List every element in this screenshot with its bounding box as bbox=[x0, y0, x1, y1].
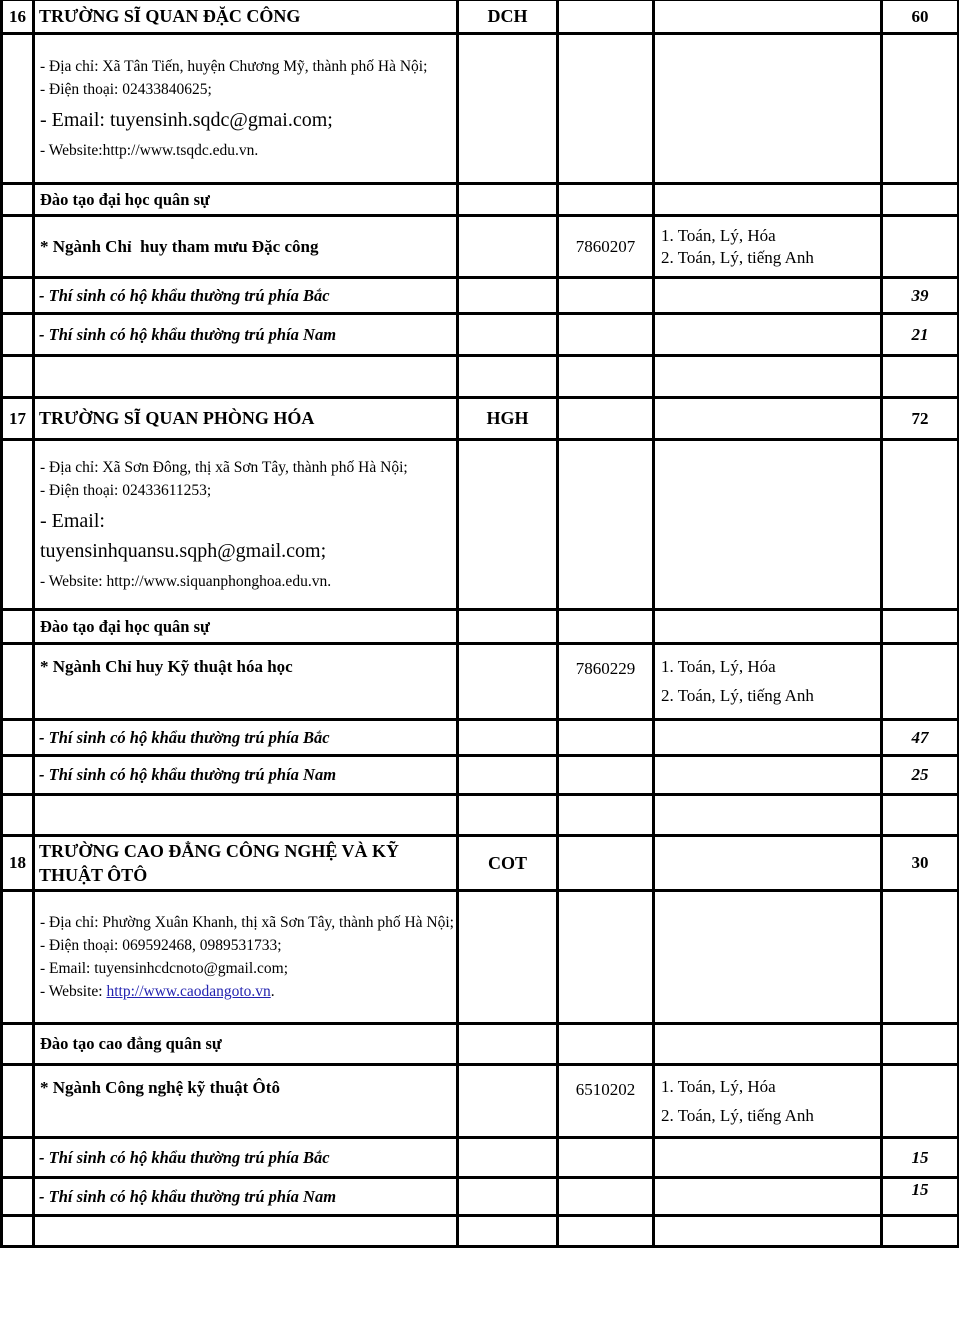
region-south-quota: 15 bbox=[882, 1178, 959, 1216]
region-north-label: - Thí sinh có hộ khẩu thường trú phía Bắc bbox=[34, 720, 458, 756]
subject-combos bbox=[654, 216, 882, 278]
empty-cell bbox=[558, 356, 654, 398]
empty-cell bbox=[2, 1216, 34, 1247]
phone-line: - Điện thoại: 02433840625; bbox=[40, 80, 212, 98]
empty-cell bbox=[654, 836, 882, 891]
empty-cell bbox=[458, 356, 558, 398]
region-south-label: - Thí sinh có hộ khẩu thường trú phía Nam bbox=[34, 314, 458, 356]
empty-cell bbox=[458, 610, 558, 644]
major-name: * Ngành Chỉ huy tham mưu Đặc công bbox=[34, 216, 458, 278]
empty-cell bbox=[558, 440, 654, 610]
empty-cell bbox=[2, 356, 34, 398]
empty-cell bbox=[458, 1024, 558, 1065]
empty-cell bbox=[654, 1138, 882, 1178]
region-north-quota: 39 bbox=[882, 278, 959, 314]
phone-line: - Điện thoại: 02433611253; bbox=[40, 481, 212, 499]
region-north-row bbox=[2, 1138, 959, 1178]
empty-cell bbox=[654, 720, 882, 756]
empty-cell bbox=[2, 1065, 34, 1138]
empty-cell bbox=[558, 836, 654, 891]
empty-cell bbox=[2, 610, 34, 644]
program-row bbox=[2, 610, 959, 644]
total-quota: 30 bbox=[882, 836, 959, 891]
empty-cell bbox=[882, 1024, 959, 1065]
total-quota: 60 bbox=[882, 1, 959, 34]
region-south-row bbox=[2, 756, 959, 795]
spacer-row bbox=[2, 1216, 959, 1247]
program-row bbox=[2, 184, 959, 216]
empty-cell bbox=[882, 356, 959, 398]
subject-combos bbox=[654, 644, 882, 720]
major-row bbox=[2, 1065, 959, 1138]
empty-cell bbox=[458, 756, 558, 795]
region-north-quota: 15 bbox=[882, 1138, 959, 1178]
empty-cell bbox=[558, 34, 654, 184]
total-quota: 72 bbox=[882, 398, 959, 440]
empty-cell bbox=[2, 34, 34, 184]
region-north-row bbox=[2, 278, 959, 314]
contact-row bbox=[2, 891, 959, 1024]
empty-cell bbox=[558, 610, 654, 644]
program-row bbox=[2, 1024, 959, 1065]
program-label: Đào tạo đại học quân sự bbox=[34, 184, 458, 216]
subject-combo-2: 2. Toán, Lý, tiếng Anh bbox=[661, 247, 814, 267]
contact-info bbox=[34, 440, 458, 610]
empty-cell bbox=[558, 1138, 654, 1178]
website-line: - Website:http://www.tsqdc.edu.vn. bbox=[40, 142, 259, 160]
school-code: COT bbox=[458, 836, 558, 891]
address-line: - Địa chỉ: Xã Tân Tiến, huyện Chương Mỹ, thành phố Hà Nội; bbox=[40, 57, 428, 75]
empty-cell bbox=[2, 278, 34, 314]
empty-cell bbox=[34, 795, 458, 836]
empty-cell bbox=[882, 1065, 959, 1138]
empty-cell bbox=[2, 440, 34, 610]
empty-cell bbox=[882, 795, 959, 836]
empty-cell bbox=[458, 1216, 558, 1247]
empty-cell bbox=[654, 610, 882, 644]
subject-combo-2: 2. Toán, Lý, tiếng Anh bbox=[661, 1105, 814, 1125]
empty-cell bbox=[458, 184, 558, 216]
empty-cell bbox=[654, 795, 882, 836]
major-code: 7860207 bbox=[558, 216, 654, 278]
major-row bbox=[2, 644, 959, 720]
email-label-line: - Email: bbox=[40, 510, 105, 533]
major-name: * Ngành Chỉ huy Kỹ thuật hóa học bbox=[34, 644, 458, 720]
program-label: Đào tạo cao đẳng quân sự bbox=[34, 1024, 458, 1065]
contact-info bbox=[34, 34, 458, 184]
school-number: 17 bbox=[2, 398, 34, 440]
empty-cell bbox=[654, 440, 882, 610]
empty-cell bbox=[558, 1024, 654, 1065]
empty-cell bbox=[2, 891, 34, 1024]
empty-cell bbox=[458, 720, 558, 756]
empty-cell bbox=[882, 644, 959, 720]
school-name: TRƯỜNG CAO ĐẲNG CÔNG NGHỆ VÀ KỸ THUẬT ÔTÔ bbox=[34, 836, 458, 891]
empty-cell bbox=[882, 216, 959, 278]
empty-cell bbox=[2, 795, 34, 836]
empty-cell bbox=[558, 1, 654, 34]
email-line: - Email: tuyensinhcdcnoto@gmail.com; bbox=[40, 960, 289, 977]
contact-row bbox=[2, 34, 959, 184]
empty-cell bbox=[558, 1178, 654, 1216]
email-value-line: tuyensinhquansu.sqph@gmail.com; bbox=[40, 540, 327, 563]
empty-cell bbox=[2, 756, 34, 795]
empty-cell bbox=[2, 1024, 34, 1065]
empty-cell bbox=[458, 216, 558, 278]
empty-cell bbox=[654, 314, 882, 356]
empty-cell bbox=[558, 756, 654, 795]
empty-cell bbox=[654, 34, 882, 184]
region-south-row bbox=[2, 314, 959, 356]
empty-cell bbox=[458, 1138, 558, 1178]
major-code: 6510202 bbox=[558, 1065, 654, 1138]
website-prefix: - Website: bbox=[40, 983, 107, 1001]
subject-combo-2: 2. Toán, Lý, tiếng Anh bbox=[661, 686, 814, 705]
region-north-row bbox=[2, 720, 959, 756]
empty-cell bbox=[654, 398, 882, 440]
empty-cell bbox=[2, 1138, 34, 1178]
subject-combo-1: 1. Toán, Lý, Hóa bbox=[661, 657, 776, 676]
empty-cell bbox=[458, 795, 558, 836]
contact-row bbox=[2, 440, 959, 610]
school-number: 18 bbox=[2, 836, 34, 891]
empty-cell bbox=[458, 644, 558, 720]
region-south-label: - Thí sinh có hộ khẩu thường trú phía Nam bbox=[34, 1178, 458, 1216]
empty-cell bbox=[458, 278, 558, 314]
empty-cell bbox=[458, 1065, 558, 1138]
website-hyperlink[interactable]: http://www.caodangoto.vn bbox=[106, 983, 271, 1001]
empty-cell bbox=[558, 795, 654, 836]
empty-cell bbox=[2, 644, 34, 720]
empty-cell bbox=[558, 184, 654, 216]
empty-cell bbox=[458, 440, 558, 610]
subject-combo-1: 1. Toán, Lý, Hóa bbox=[661, 1076, 776, 1096]
major-row bbox=[2, 216, 959, 278]
empty-cell bbox=[654, 184, 882, 216]
empty-cell bbox=[882, 610, 959, 644]
empty-cell bbox=[458, 891, 558, 1024]
empty-cell bbox=[882, 1216, 959, 1247]
spacer-row bbox=[2, 356, 959, 398]
email-line: - Email: tuyensinh.sqdc@gmai.com; bbox=[40, 109, 333, 132]
region-south-quota: 21 bbox=[882, 314, 959, 356]
school-code: HGH bbox=[458, 398, 558, 440]
empty-cell bbox=[558, 278, 654, 314]
region-north-label: - Thí sinh có hộ khẩu thường trú phía Bắc bbox=[34, 1138, 458, 1178]
major-code: 7860229 bbox=[558, 644, 654, 720]
empty-cell bbox=[882, 184, 959, 216]
website-line bbox=[40, 980, 454, 1003]
empty-cell bbox=[34, 356, 458, 398]
program-label: Đào tạo đại học quân sự bbox=[34, 610, 458, 644]
empty-cell bbox=[2, 216, 34, 278]
subject-combos bbox=[654, 1065, 882, 1138]
phone-line: - Điện thoại: 069592468, 0989531733; bbox=[40, 936, 282, 954]
address-line: - Địa chỉ: Xã Sơn Đông, thị xã Sơn Tây, thành phố Hà Nội; bbox=[40, 458, 408, 476]
school-header-row bbox=[2, 836, 959, 891]
contact-info bbox=[34, 891, 458, 1024]
region-south-row bbox=[2, 1178, 959, 1216]
website-line: - Website: http://www.siquanphonghoa.edu.vn. bbox=[40, 573, 332, 591]
empty-cell bbox=[558, 891, 654, 1024]
empty-cell bbox=[654, 891, 882, 1024]
spacer-row bbox=[2, 795, 959, 836]
empty-cell bbox=[654, 278, 882, 314]
empty-cell bbox=[654, 1178, 882, 1216]
school-header-row bbox=[2, 1, 959, 34]
empty-cell bbox=[882, 440, 959, 610]
region-south-quota: 25 bbox=[882, 756, 959, 795]
region-north-label: - Thí sinh có hộ khẩu thường trú phía Bắc bbox=[34, 278, 458, 314]
school-header-row bbox=[2, 398, 959, 440]
empty-cell bbox=[558, 720, 654, 756]
subject-combo-1: 1. Toán, Lý, Hóa bbox=[661, 225, 776, 245]
empty-cell bbox=[654, 1024, 882, 1065]
empty-cell bbox=[882, 34, 959, 184]
school-number: 16 bbox=[2, 1, 34, 34]
website-suffix: . bbox=[270, 983, 275, 1001]
empty-cell bbox=[2, 184, 34, 216]
empty-cell bbox=[2, 720, 34, 756]
empty-cell bbox=[558, 398, 654, 440]
school-code: DCH bbox=[458, 1, 558, 34]
address-line: - Địa chỉ: Phường Xuân Khanh, thị xã Sơn Tây, thành phố Hà Nội; bbox=[40, 913, 454, 931]
empty-cell bbox=[458, 34, 558, 184]
empty-cell bbox=[654, 1216, 882, 1247]
empty-cell bbox=[654, 756, 882, 795]
empty-cell bbox=[558, 314, 654, 356]
school-name: TRƯỜNG SĨ QUAN PHÒNG HÓA bbox=[34, 398, 458, 440]
empty-cell bbox=[458, 314, 558, 356]
school-name: TRƯỜNG SĨ QUAN ĐẶC CÔNG bbox=[34, 1, 458, 34]
region-north-quota: 47 bbox=[882, 720, 959, 756]
major-name: * Ngành Công nghệ kỹ thuật Ôtô bbox=[34, 1065, 458, 1138]
empty-cell bbox=[34, 1216, 458, 1247]
empty-cell bbox=[654, 356, 882, 398]
empty-cell bbox=[2, 1178, 34, 1216]
empty-cell bbox=[882, 891, 959, 1024]
empty-cell bbox=[558, 1216, 654, 1247]
empty-cell bbox=[2, 314, 34, 356]
empty-cell bbox=[458, 1178, 558, 1216]
empty-cell bbox=[654, 1, 882, 34]
region-south-label: - Thí sinh có hộ khẩu thường trú phía Nam bbox=[34, 756, 458, 795]
